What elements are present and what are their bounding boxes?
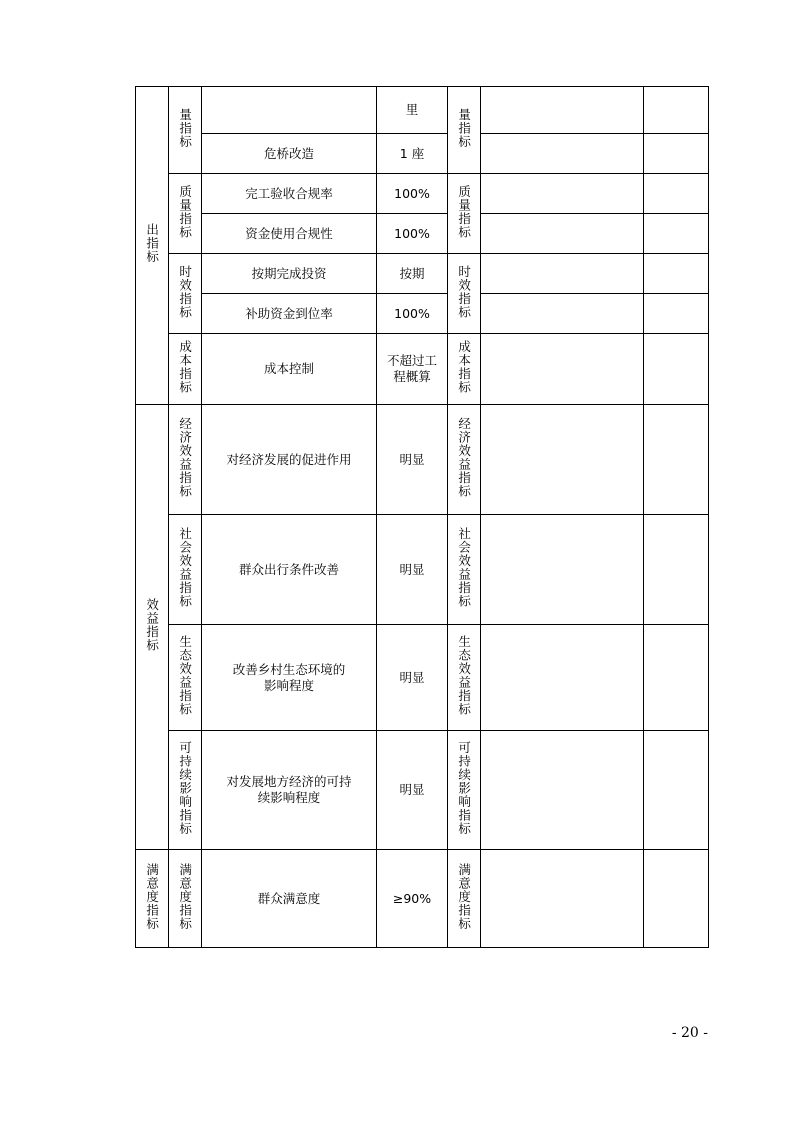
cell-subcategory-quantity-right: 量指标 — [448, 87, 481, 174]
cell-subcategory-cost: 成本指标 — [169, 334, 202, 405]
table-row — [136, 214, 709, 254]
cell-subcategory-economic-benefit: 经济效益指标 — [169, 405, 202, 515]
cell-indicator-value: 明显 — [377, 625, 448, 731]
cell-indicator-value: 按期 — [377, 254, 448, 294]
cell-blank-extra — [644, 214, 709, 254]
cell-indicator-value: 明显 — [377, 731, 448, 850]
cell-indicator-name: 改善乡村生态环境的影响程度 — [202, 625, 377, 731]
cell-indicator-value: 明显 — [377, 405, 448, 515]
cell-indicator-value: 明显 — [377, 515, 448, 625]
cell-indicator-value: 不超过工程概算 — [377, 334, 448, 405]
cell-blank-extra — [644, 625, 709, 731]
cell-subcategory-ecological-benefit-right: 生态效益指标 — [448, 625, 481, 731]
cell-blank-extra — [644, 87, 709, 134]
cell-subcategory-satisfaction: 满意度指标 — [169, 850, 202, 948]
cell-blank-extra — [644, 254, 709, 294]
cell-subcategory-quality-right: 质量指标 — [448, 174, 481, 254]
table-row — [136, 334, 709, 405]
cell-subcategory-timeliness: 时效指标 — [169, 254, 202, 334]
cell-indicator-name: 完工验收合规率 — [202, 174, 377, 214]
cell-subcategory-social-benefit-right: 社会效益指标 — [448, 515, 481, 625]
cell-indicator-name: 对发展地方经济的可持续影响程度 — [202, 731, 377, 850]
cell-blank-note — [481, 405, 644, 515]
cell-indicator-value: 100% — [377, 174, 448, 214]
table-row — [136, 731, 709, 850]
cell-indicator-value: 1 座 — [377, 134, 448, 174]
cell-indicator-name: 危桥改造 — [202, 134, 377, 174]
cell-indicator-value: ≥90% — [377, 850, 448, 948]
cell-blank-note — [481, 850, 644, 948]
cell-blank-extra — [644, 515, 709, 625]
cell-subcategory-ecological-benefit: 生态效益指标 — [169, 625, 202, 731]
cell-blank-extra — [644, 731, 709, 850]
cell-indicator-name: 按期完成投资 — [202, 254, 377, 294]
cell-subcategory-quality: 质量指标 — [169, 174, 202, 254]
table-row — [136, 515, 709, 625]
cell-indicator-name: 对经济发展的促进作用 — [202, 405, 377, 515]
table-row — [136, 174, 709, 214]
cell-indicator-value: 里 — [377, 87, 448, 134]
cell-subcategory-cost-right: 成本指标 — [448, 334, 481, 405]
cell-subcategory-timeliness-right: 时效指标 — [448, 254, 481, 334]
table-row — [136, 134, 709, 174]
cell-blank-extra — [644, 334, 709, 405]
cell-blank-note — [481, 214, 644, 254]
cell-category-output: 出指标 — [136, 87, 169, 405]
cell-blank-note — [481, 294, 644, 334]
cell-indicator-name: 资金使用合规性 — [202, 214, 377, 254]
cell-indicator-name: 群众满意度 — [202, 850, 377, 948]
cell-category-benefit: 效益指标 — [136, 405, 169, 850]
table-row — [136, 87, 709, 134]
cell-blank-note — [481, 334, 644, 405]
cell-indicator-value: 100% — [377, 214, 448, 254]
cell-blank-extra — [644, 134, 709, 174]
cell-subcategory-quantity: 量指标 — [169, 87, 202, 174]
cell-subcategory-social-benefit: 社会效益指标 — [169, 515, 202, 625]
table-row — [136, 850, 709, 948]
cell-indicator-name: 群众出行条件改善 — [202, 515, 377, 625]
cell-blank-extra — [644, 405, 709, 515]
performance-indicator-table — [135, 86, 709, 948]
table-row — [136, 405, 709, 515]
cell-indicator-name: 成本控制 — [202, 334, 377, 405]
cell-subcategory-sustainable-impact: 可持续影响指标 — [169, 731, 202, 850]
table-row — [136, 625, 709, 731]
cell-subcategory-economic-benefit-right: 经济效益指标 — [448, 405, 481, 515]
cell-indicator-name: 补助资金到位率 — [202, 294, 377, 334]
cell-blank-note — [481, 515, 644, 625]
cell-subcategory-satisfaction-right: 满意度指标 — [448, 850, 481, 948]
cell-blank-extra — [644, 294, 709, 334]
table-row — [136, 294, 709, 334]
cell-blank-note — [481, 625, 644, 731]
cell-blank-note — [481, 87, 644, 134]
cell-blank-note — [481, 134, 644, 174]
table-row — [136, 254, 709, 294]
cell-blank-note — [481, 254, 644, 294]
cell-blank-extra — [644, 850, 709, 948]
cell-category-satisfaction: 满意度指标 — [136, 850, 169, 948]
cell-blank-extra — [644, 174, 709, 214]
cell-indicator-value: 100% — [377, 294, 448, 334]
cell-blank-note — [481, 731, 644, 850]
cell-blank-note — [481, 174, 644, 214]
cell-subcategory-sustainable-impact-right: 可持续影响指标 — [448, 731, 481, 850]
cell-indicator-name — [202, 87, 377, 134]
page-number: - 20 - — [671, 1025, 708, 1041]
